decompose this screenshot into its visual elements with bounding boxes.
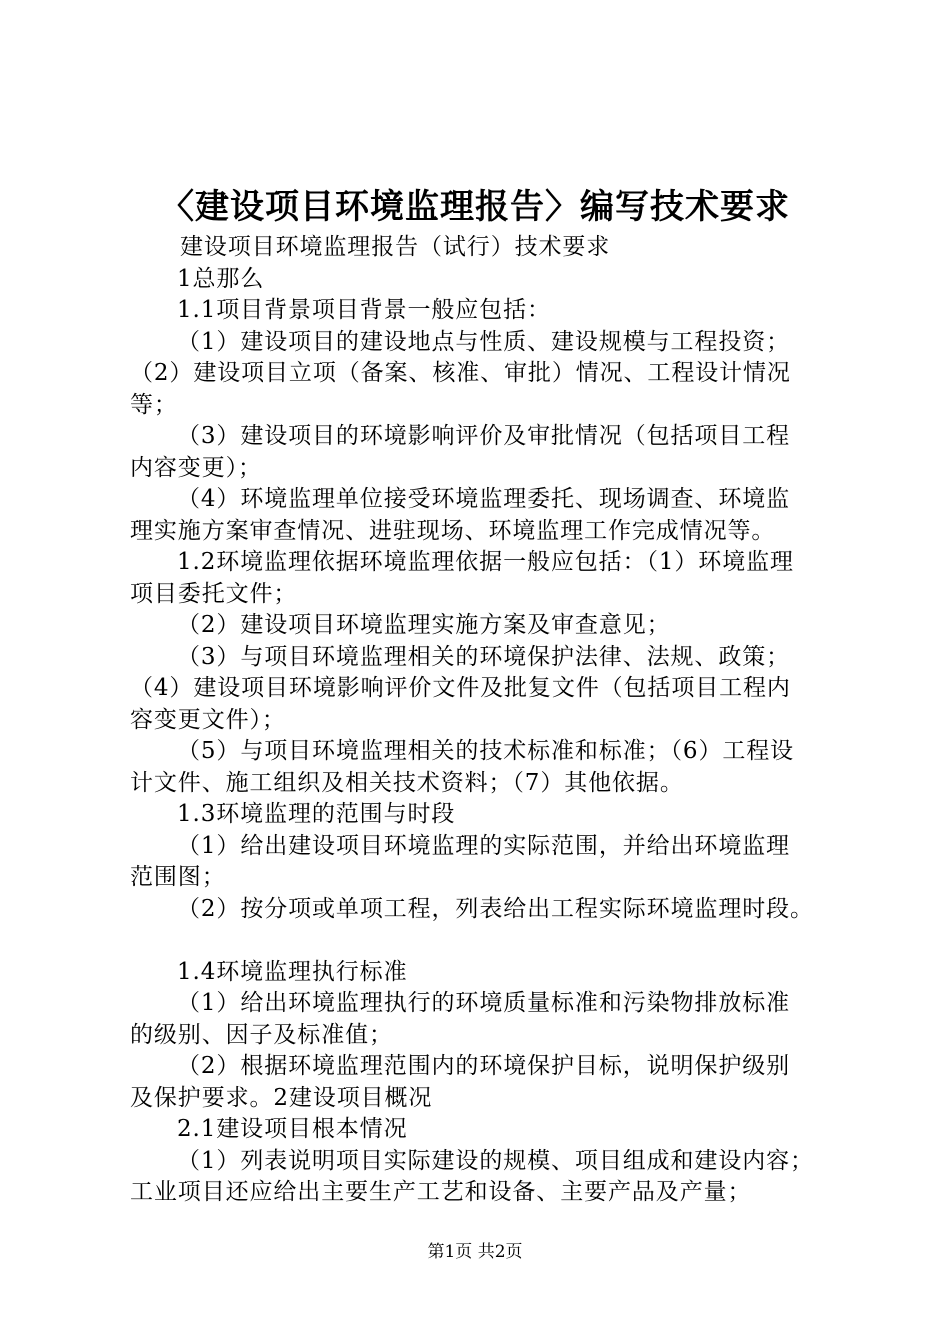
body-line: 1.1项目背景项目背景一般应包括：: [177, 297, 551, 323]
body-line: （1）建设项目的建设地点与性质、建设规模与工程投资；: [177, 328, 791, 355]
body-line: 内容变更）；: [130, 454, 262, 481]
body-line: 建设项目环境监理报告（试行）技术要求: [180, 234, 611, 260]
body-line: （4）环境监理单位接受环境监理委托、现场调查、环境监: [177, 486, 791, 512]
document-body: [130, 232, 835, 1209]
body-line: （5）与项目环境监理相关的技术标准和标准；（6）工程设: [177, 738, 795, 764]
body-line: 的级别、因子及标准值；: [130, 1021, 393, 1048]
body-line: 范围图；: [130, 864, 226, 890]
body-line: 1.2环境监理依据环境监理依据一般应包括：（1）环境监理: [177, 549, 794, 575]
body-line: 及保护要求。2建设项目概况: [130, 1084, 433, 1111]
blank-line: [130, 925, 835, 957]
page-number: 第1页 共2页: [427, 1242, 523, 1262]
body-line: （3）与项目环境监理相关的环境保护法律、法规、政策；: [177, 643, 791, 670]
body-line: （1）给出环境监理执行的环境质量标准和污染物排放标准: [177, 990, 791, 1016]
document-title: 〈建设项目环境监理报告〉编写技术要求: [160, 187, 790, 227]
body-line: 计文件、施工组织及相关技术资料；（7）其他依据。: [130, 769, 684, 796]
body-line: （1）给出建设项目环境监理的实际范围，并给出环境监理: [177, 832, 791, 859]
body-line: 1.4环境监理执行标准: [177, 958, 408, 985]
body-line: （2）按分项或单项工程，列表给出工程实际环境监理时段。: [177, 895, 814, 922]
body-line: （2）建设项目环境监理实施方案及审查意见；: [177, 612, 671, 638]
body-line: 容变更文件）；: [130, 706, 286, 733]
body-line: 工业项目还应给出主要生产工艺和设备、主要产品及产量；: [130, 1179, 752, 1205]
body-line: 1总那么: [177, 265, 265, 292]
body-line: 理实施方案审查情况、进驻现场、环境监理工作完成情况等。: [130, 517, 776, 544]
body-line: 等；: [130, 391, 178, 418]
body-line: （2）建设项目立项（备案、核准、审批）情况、工程设计情况: [130, 360, 791, 386]
body-line: 1.3环境监理的范围与时段: [177, 801, 456, 827]
body-line: （1）列表说明项目实际建设的规模、项目组成和建设内容；: [177, 1147, 814, 1174]
body-line: 2.1建设项目根本情况: [177, 1116, 408, 1142]
body-line: （2）根据环境监理范围内的环境保护目标，说明保护级别: [177, 1053, 791, 1079]
body-line: （3）建设项目的环境影响评价及审批情况（包括项目工程: [177, 423, 791, 449]
body-line: 项目委托文件；: [130, 580, 298, 607]
body-line: （4）建设项目环境影响评价文件及批复文件（包括项目工程内: [130, 675, 791, 701]
